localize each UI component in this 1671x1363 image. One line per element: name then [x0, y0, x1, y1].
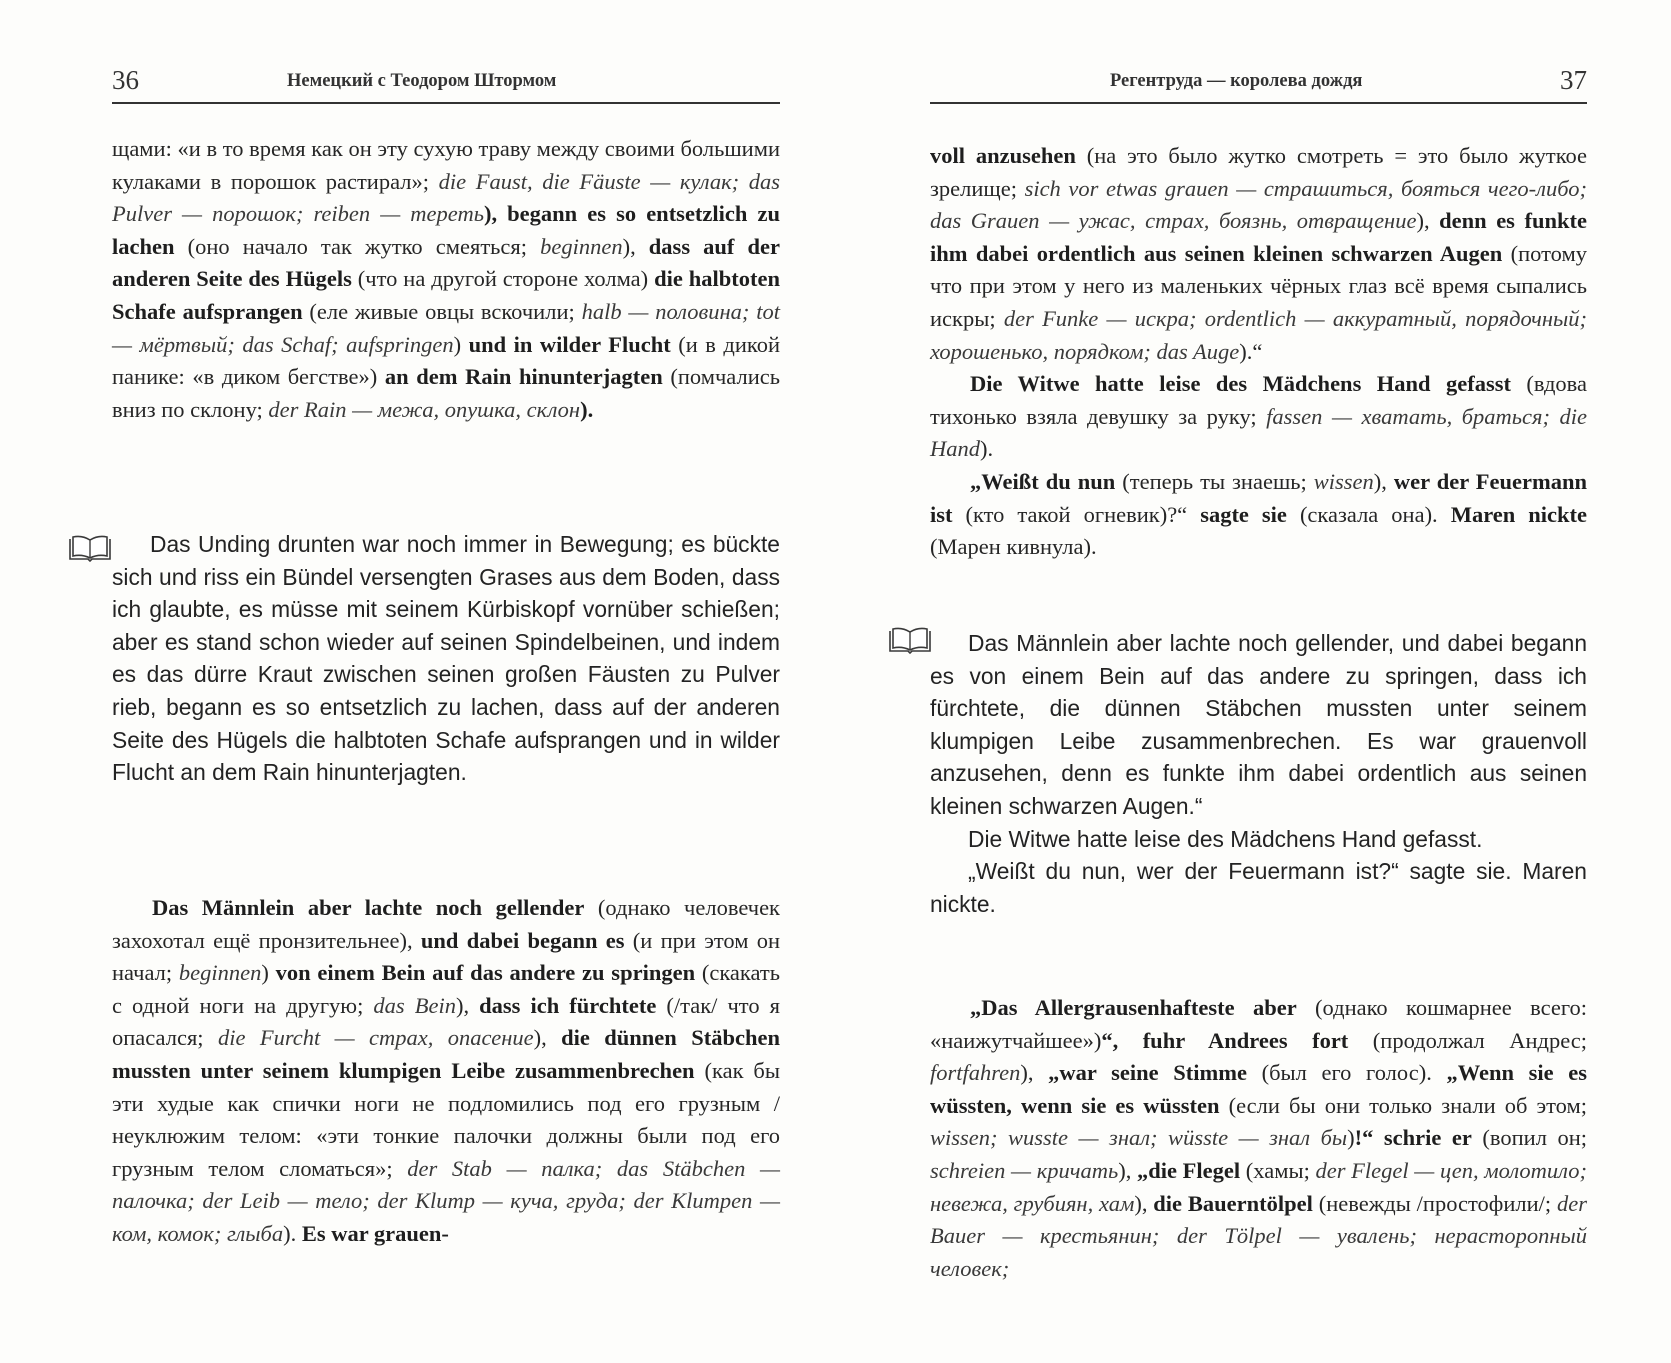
- italic-gloss: der Flegel — цеп, молотило; невежа, грубиян, хам: [930, 1157, 1587, 1216]
- italic-gloss: wissen; wusste — знал; wüsste — знал бы: [930, 1125, 1348, 1151]
- bold-german-phrase: von einem Bein auf das andere zu springen: [275, 960, 696, 986]
- plain-text: ),: [1373, 468, 1394, 494]
- bold-german-phrase: „Das Allergrausenhafteste aber: [970, 995, 1297, 1020]
- plain-text: ),: [455, 992, 480, 1018]
- plain-text: (был его голос).: [1246, 1060, 1447, 1086]
- commentary-text: [930, 140, 1587, 368]
- german-text: Das Männlein aber lachte noch gellender, und dabei begann es von einem Bein auf das andere zu springen, dass ich fürchtete, die dünnen Stäbchen mussten unter seinem klumpigen Leibe zusammenbrechen. Es war grauenvoll anzusehen, denn es funkte ihm dabei ordentlich aus seinen kleinen schwarzen Augen.“: [930, 630, 1587, 819]
- italic-gloss: sich vor etwas grauen — страшиться, бояться чего-либо; das Grauen — ужас, страх, боязнь, отвращение: [930, 175, 1587, 234]
- bold-german-phrase: sagte sie: [1200, 501, 1287, 527]
- plain-text: (невежды /простофили/;: [1312, 1190, 1557, 1216]
- bold-german-phrase: die halbtoten Schafe aufsprangen: [112, 266, 780, 324]
- italic-gloss: der Stab — палка; das Stäbchen — палочка; der Leib — тело; der Klump — куча, груда; der Klumpen — ком, комок; глыба: [112, 1155, 780, 1246]
- bold-german-phrase: dass auf der anderen Seite des Hügels: [112, 233, 780, 292]
- running-title: Немецкий с Теодором Штормом: [287, 71, 557, 91]
- bold-german-phrase: “, fuhr Andrees fort: [1101, 1027, 1349, 1053]
- italic-gloss: schreien — кричать: [930, 1157, 1119, 1183]
- plain-text: (что на другой стороне холма): [351, 266, 655, 292]
- bold-german-phrase: und dabei begann es: [420, 927, 625, 953]
- bold-german-phrase: ),: [483, 201, 508, 227]
- german-text: Die Witwe hatte leise des Mädchens Hand gefasst.: [968, 825, 1483, 852]
- plain-text: (вдова тихонько взяла девушку за руку;: [930, 371, 1587, 429]
- plain-text: ),: [1134, 1190, 1154, 1216]
- plain-text: ).: [980, 436, 994, 462]
- bold-german-phrase: Die Witwe hatte leise des Mädchens Hand gefasst: [970, 371, 1511, 397]
- italic-gloss: beginnen: [540, 233, 623, 259]
- german-passage-2: [930, 627, 1587, 920]
- commentary-text: [930, 992, 1587, 1285]
- plain-text: (потому что при этом у него из маленьких чёрных глаз всё время сыпались искры;: [930, 240, 1587, 331]
- plain-text: (Марен кивнула).: [930, 534, 1097, 560]
- bold-german-phrase: dass ich fürchtete: [479, 992, 657, 1018]
- plain-text: (хамы;: [1240, 1157, 1316, 1183]
- commentary-text: [112, 892, 780, 1251]
- commentary-paragraph-3: [930, 140, 1587, 564]
- bold-german-phrase: die dünnen Stäbchen mussten unter seinem klumpigen Leibe zusammenbrechen: [112, 1025, 780, 1083]
- german-passage-1: [112, 528, 780, 789]
- bold-german-phrase: begann es so entsetzlich zu lachen: [112, 201, 780, 259]
- german-text: Das Unding drunten war noch immer in Bewegung; es bückte sich und riss ein Bündel versengten Grases aus dem Boden, dass ich glaubte, es müsse mit seinem Kürbiskopf vornüber schießen; aber es stand schon wieder auf seinen Spindelbeinen, und indem es das dürre Kraut zwischen seinen großen Fäusten zu Pulver rieb, begann es so entsetzlich zu lachen, dass auf der anderen Seite des Hügels die halbtoten Schafe aufsprangen und in wilder Flucht an dem Rain hinunterjagten.: [112, 531, 780, 786]
- plain-text: ),: [533, 1025, 562, 1051]
- plain-text: (помчались вниз по склону;: [112, 364, 780, 422]
- plain-text: (как бы эти худые как спички ноги не подломились под его грузным / неуклюжим телом: «эти тонкие палочки должны были под его грузным телом сломаться»;: [112, 1057, 780, 1181]
- page-number: 37: [1560, 65, 1587, 95]
- plain-text: (если бы они только знали об этом;: [1219, 1092, 1587, 1118]
- plain-text: (однако человечек захохотал ещё пронзительнее),: [112, 895, 780, 953]
- italic-gloss: halb — половина; tot — мёртвый; das Schaf; aufspringen: [112, 298, 780, 357]
- plain-text: (вопил он;: [1471, 1125, 1587, 1151]
- left-page: [0, 0, 835, 1363]
- bold-german-phrase: und in wilder Flucht: [468, 331, 671, 357]
- bold-german-phrase: „Weißt du nun: [970, 468, 1116, 494]
- plain-text: ).: [283, 1220, 302, 1246]
- commentary-text: [112, 133, 780, 426]
- commentary-paragraph-1: [112, 133, 780, 426]
- bold-german-phrase: denn es funkte ihm dabei ordentlich aus seinen kleinen schwarzen Augen: [930, 208, 1587, 266]
- plain-text: ).“: [1239, 338, 1263, 364]
- commentary-text: [930, 466, 1587, 564]
- italic-gloss: fassen — хватать, браться; die Hand: [930, 403, 1587, 462]
- bold-german-phrase: !“ schrie er: [1354, 1125, 1472, 1151]
- bold-german-phrase: „war seine Stimme: [1048, 1060, 1247, 1086]
- running-title: Регентруда — королева дождя: [1110, 71, 1363, 91]
- right-page: [835, 0, 1671, 1363]
- plain-text: (сказала она).: [1286, 501, 1451, 527]
- bold-german-phrase: voll anzusehen: [930, 143, 1076, 168]
- bold-german-phrase: an dem Rain hinunterjagten: [384, 364, 663, 390]
- commentary-paragraph-2: [112, 892, 780, 1251]
- plain-text: (и при этом он начал;: [112, 927, 781, 986]
- plain-text: ): [1347, 1125, 1355, 1151]
- plain-text: (кто такой огневик)?“: [952, 501, 1201, 527]
- plain-text: (еле живые овцы вскочили;: [302, 298, 582, 324]
- plain-text: (и в дикой панике: «в диком бегстве»): [112, 331, 780, 390]
- italic-gloss: die Faust, die Fäuste — кулак; das Pulver — порошок; reiben — тереть: [112, 168, 780, 227]
- italic-gloss: die Furcht — страх, опасение: [217, 1025, 534, 1051]
- plain-text: ): [453, 331, 469, 357]
- right-running-head: [930, 62, 1587, 104]
- bold-german-phrase: Das Männlein aber lachte noch gellender: [152, 895, 585, 920]
- bold-german-phrase: ).: [580, 396, 594, 422]
- plain-text: (на это было жутко смотреть = это было жуткое зрелище;: [930, 143, 1587, 201]
- plain-text: (однако кошмарнее всего: «наижутчайшее»): [930, 995, 1588, 1053]
- italic-gloss: wissen: [1313, 468, 1374, 494]
- plain-text: ),: [1020, 1060, 1049, 1086]
- plain-text: (оно начало так жутко смеяться;: [174, 233, 541, 259]
- plain-text: (скакать с одной ноги на другую;: [112, 960, 781, 1018]
- italic-gloss: fortfahren: [930, 1060, 1021, 1086]
- bold-german-phrase: „Wenn sie es wüssten, wenn sie es wüssten: [930, 1060, 1587, 1118]
- plain-text: (продолжал Андрес;: [1348, 1027, 1588, 1053]
- plain-text: ),: [1118, 1157, 1137, 1183]
- bold-german-phrase: „die Flegel: [1137, 1157, 1241, 1183]
- plain-text: (теперь ты знаешь;: [1115, 468, 1314, 494]
- german-text: „Weißt du nun, wer der Feuermann ist?“ sagte sie. Maren nickte.: [930, 858, 1587, 917]
- bold-german-phrase: die Bauerntölpel: [1153, 1190, 1313, 1216]
- italic-gloss: der Rain — межа, опушка, склон: [268, 396, 581, 422]
- page-number: 36: [112, 65, 139, 95]
- bold-german-phrase: Es war grauen-: [301, 1220, 449, 1246]
- left-running-head: [112, 62, 780, 104]
- italic-gloss: der Funke — искра; ordentlich — аккуратный, порядочный; хорошенько, порядком; das Auge: [930, 305, 1587, 364]
- commentary-paragraph-4: [930, 992, 1587, 1285]
- commentary-text: [930, 368, 1587, 466]
- plain-text: (/так/ что я опасался;: [112, 992, 780, 1051]
- open-book-icon: [68, 535, 112, 563]
- bold-german-phrase: Maren nickte: [1450, 501, 1588, 527]
- bold-german-phrase: wer der Feuermann ist: [930, 468, 1588, 527]
- italic-gloss: der Bauer — крестьянин; der Tölpel — увалень; нерасторопный человек;: [930, 1190, 1587, 1281]
- plain-text: ),: [1416, 208, 1440, 234]
- open-book-icon: [888, 627, 932, 655]
- italic-gloss: beginnen: [178, 960, 262, 986]
- plain-text: ): [261, 960, 276, 986]
- italic-gloss: das Bein: [373, 992, 456, 1018]
- plain-text: ),: [622, 233, 649, 259]
- plain-text: щами: «и в то время как он эту сухую траву между своими большими кулаками в порошок растирал»;: [112, 136, 780, 194]
